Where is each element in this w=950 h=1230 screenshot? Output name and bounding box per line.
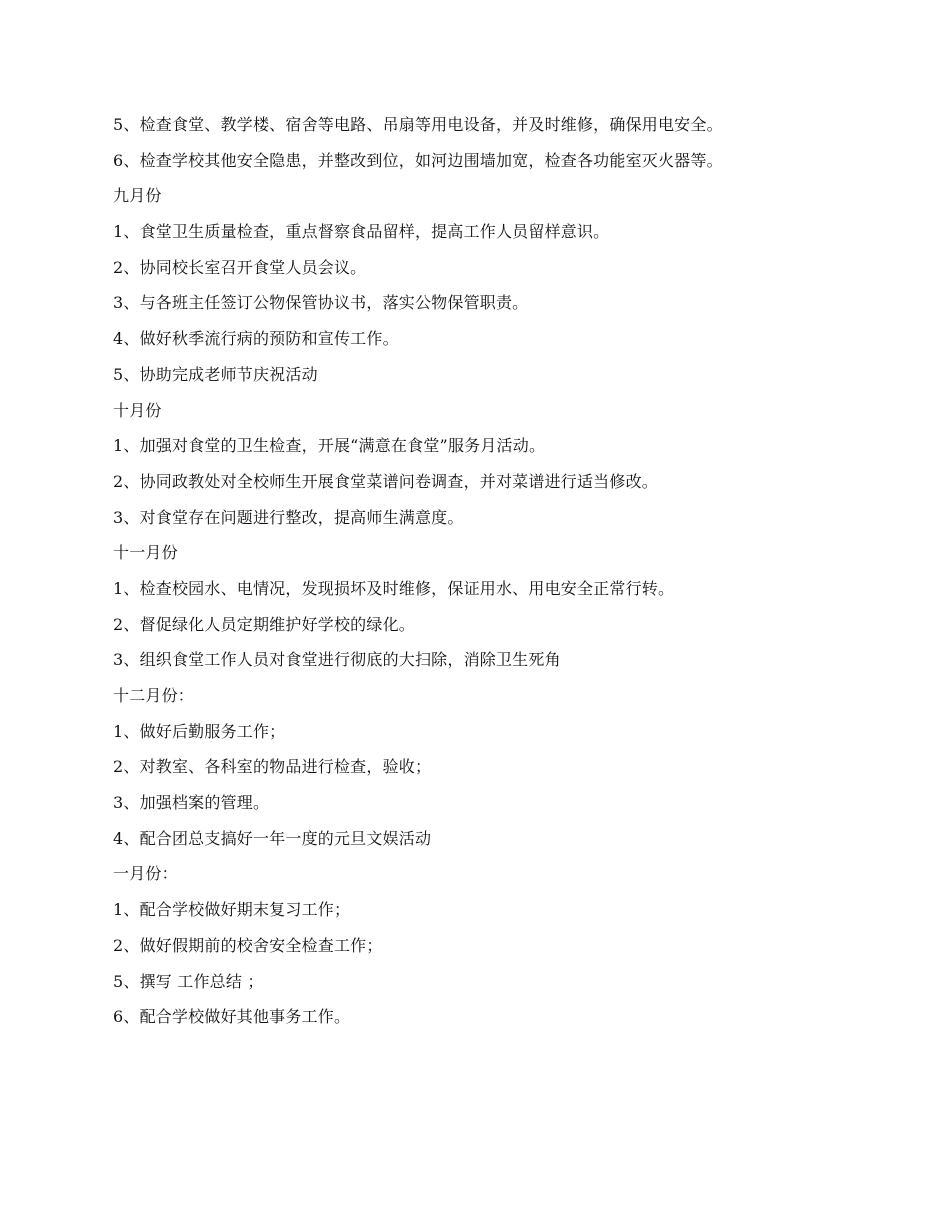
text-line: 3、加强档案的管理。: [113, 793, 270, 813]
text-line: 3、对食堂存在问题进行整改，提高师生满意度。: [113, 507, 464, 527]
text-line: 2、协同校长室召开食堂人员会议。: [113, 257, 367, 277]
text-line: 1、配合学校做好期末复习工作；: [113, 900, 351, 920]
section-heading-september: 九月份: [113, 186, 162, 206]
section-heading-january: 一月份：: [113, 864, 178, 884]
text-line: 2、对教室、各科室的物品进行检查，验收；: [113, 757, 432, 777]
text-line: 1、食堂卫生质量检查，重点督察食品留样，提高工作人员留样意识。: [113, 222, 610, 242]
text-line: 5、撰写 工作总结 ；: [113, 971, 264, 991]
text-line: 3、组织食堂工作人员对食堂进行彻底的大扫除，消除卫生死角: [113, 650, 561, 670]
text-line: 5、检查食堂、教学楼、宿舍等电路、吊扇等用电设备，并及时维修，确保用电安全。: [113, 115, 723, 134]
text-line: 4、配合团总支搞好一年一度的元旦文娱活动: [113, 828, 432, 848]
text-line: 6、配合学校做好其他事务工作。: [113, 1007, 351, 1027]
text-line: 5、协助完成老师节庆祝活动: [113, 364, 318, 384]
text-line: 2、督促绿化人员定期维护好学校的绿化。: [113, 614, 415, 634]
text-line: 2、做好假期前的校舍安全检查工作；: [113, 935, 383, 955]
text-line: 3、与各班主任签订公物保管协议书，落实公物保管职责。: [113, 293, 529, 313]
text-line: 2、协同政教处对全校师生开展食堂菜谱问卷调查，并对菜谱进行适当修改。: [113, 471, 658, 491]
text-line: 6、检查学校其他安全隐患，并整改到位，如河边围墙加宽，检查各功能室灭火器等。: [113, 150, 723, 170]
text-line: 4、做好秋季流行病的预防和宣传工作。: [113, 329, 399, 349]
section-heading-november: 十一月份: [113, 543, 178, 563]
text-line: 1、加强对食堂的卫生检查，开展“满意在食堂”服务月活动。: [113, 436, 546, 456]
text-line: 1、检查校园水、电情况，发现损坏及时维修，保证用水、用电安全正常行转。: [113, 578, 675, 598]
text-line: 1、做好后勤服务工作；: [113, 721, 286, 741]
section-heading-december: 十二月份：: [113, 686, 195, 705]
document-body: [113, 107, 853, 1035]
section-heading-october: 十月份: [113, 400, 162, 420]
